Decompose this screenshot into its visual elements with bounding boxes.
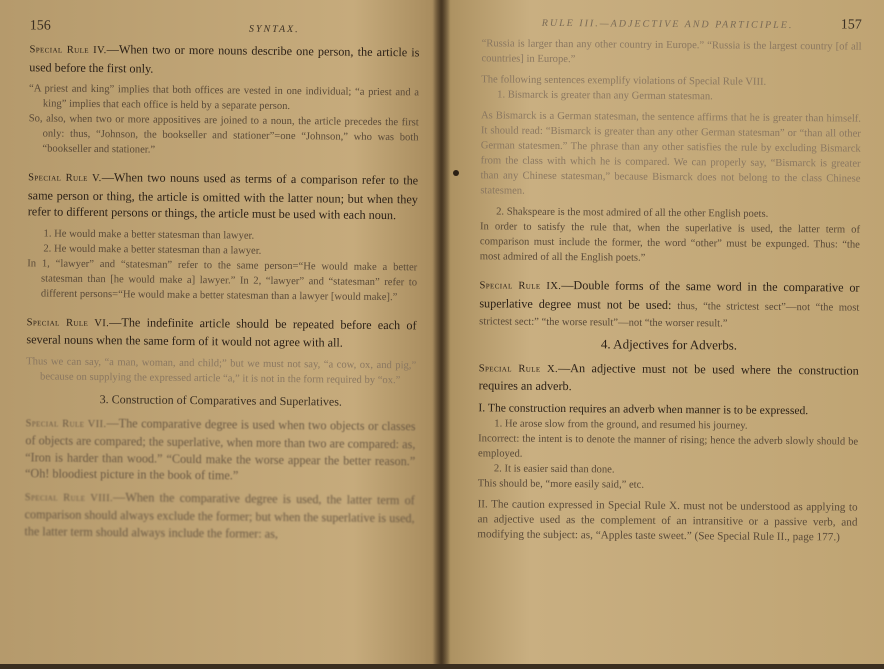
- section-3-heading: 3. Construction of Comparatives and Superlatives.: [99, 391, 343, 409]
- rule-9-tail: thus, “the strictest sect”—not “the most strictest sect:” “the worse result”—not “the worser result.”: [479, 300, 860, 329]
- rule-10-example-2: 2. It is easier said than done.: [493, 463, 615, 476]
- violation-example-2: 2. Shakspeare is the most admired of all the other English poets.: [496, 206, 769, 220]
- rule-10-example-1: 1. He arose slow from the ground, and resumed his journey.: [494, 418, 748, 432]
- rule-5: [28, 168, 419, 224]
- left-running-head: [30, 18, 420, 38]
- section-4-heading: 4. Adjectives for Adverbs.: [600, 335, 738, 353]
- rule-5-example-1: 1. He would make a better statesman than lawyer.: [43, 227, 255, 242]
- rule-4-text: —When two or more nouns describe one person, the article is used before the first only.: [29, 42, 420, 76]
- rule-6-text: —The indefinite article should be repeated before each of several nouns when the same form of it would not agree with all.: [26, 314, 417, 350]
- rule-5-label: Special Rule V.: [28, 172, 102, 185]
- rule-10-note-1: Incorrect: the intent is to denote the manner of rising; hence the adverb slowly should be employed.: [477, 433, 859, 460]
- right-page: [440, 0, 884, 668]
- rule-8: [24, 488, 415, 544]
- rule-8-label: Special Rule VIII.: [24, 491, 114, 504]
- rule-10-note-2: This should be, “more easily said,” etc.: [477, 478, 645, 491]
- left-page-number: 156: [29, 18, 51, 34]
- right-running-title: RULE III.—ADJECTIVE AND PARTICIPLE.: [541, 17, 794, 32]
- rule-9-label: Special Rule IX.: [479, 280, 562, 293]
- violation-note-1: As Bismarck is a German statesman, the sentence affirms that he is greater than himself. It should read: “Bismarck is greater than any other German statesman” or “than all other German statesmen.” The phrase than any other satisfies the rule by excluding Bismarck from the class with which he is compared. We can properly say, “Bismarck is greater than any Chinese statesman,” because Bismarck does not belong to the class Chinese statesmen.: [480, 110, 862, 197]
- rule-5-explanation: In 1, “lawyer” and “statesman” refer to the same person=“He would make a better statesman than [he would make a] lawyer.” In 2, “lawyer” and “statesman” refer to different persons=“He would make a better statesman than a lawyer [would make].”: [27, 257, 418, 303]
- rule-10-part-2: II. The caution expressed in Special Rule X. must not be understood as applying to an adjective used as the complement of an intransitive or a passive verb, and modifying the subject: as, “Apples taste sweet.” (See Special Rule II., page 177.): [477, 498, 858, 544]
- rule-7-text: —The comparative degree is used when two objects or classes of objects are compared; the superlative, when more than two are compared: as, “Iron is harder than wood.” “Could make the worse appear the better reason.” “Oh! bloodiest picture in the book of time.”: [24, 415, 416, 483]
- rule-8-examples: “Russia is larger than any other country in Europe.” “Russia is the largest country [of all countries] in Europe.”: [481, 38, 862, 66]
- rule-5-example-2: 2. He would make a better statesman than a lawyer.: [43, 242, 262, 257]
- violation-note-2: In order to satisfy the rule that, when the superlative is used, the latter term of comparison must include the former, the word “other” must be expunged. Thus: “the most admired of all the English poets.”: [479, 221, 861, 264]
- rule-9: [479, 276, 859, 332]
- rule-10-part-1: I. The construction requires an adverb when manner is to be expressed.: [478, 400, 809, 417]
- rule-6: [26, 313, 416, 352]
- rule-4-label: Special Rule IV.: [29, 44, 107, 57]
- rule-7: [25, 414, 416, 486]
- rule-6-example: Thus we can say, “a man, woman, and child;” but we must not say, “a cow, ox, and pig,” because on supplying the expressed article “a,” it is not in the form required by “ox.”: [26, 355, 417, 386]
- rule-10-text: —An adjective must not be used where the construction requires an adverb.: [478, 360, 859, 394]
- right-page-number: 157: [840, 17, 862, 33]
- right-running-head: [482, 14, 862, 33]
- left-page: [0, 0, 438, 669]
- rule-10-label: Special Rule X.: [478, 362, 559, 375]
- rule-4-example-1: “A priest and king” implies that both offices are vested in one individual; “a priest and a king” implies that each office is held by a separate person.: [29, 83, 420, 113]
- rule-6-label: Special Rule VI.: [26, 316, 110, 329]
- rule-9-text: —Double forms of the same word in the comparative or superlative degree must not be used:: [479, 278, 860, 312]
- rule-5-text: —When two nouns used as terms of a comparison refer to the same person or thing, the article is omitted with the latter noun; but when they refer to different persons or things, the article must be used with each noun.: [27, 170, 419, 223]
- violations-intro: The following sentences exemplify violations of Special Rule VIII.: [481, 74, 767, 88]
- violation-example-1: 1. Bismarck is greater than any German statesman.: [497, 89, 713, 103]
- rule-4-example-2: So, also, when two or more appositives are joined to a noun, the article precedes the first only: thus, “Johnson, the bookseller and stationer”=one “Johnson,” who was both “bookseller and stationer.”: [28, 113, 419, 156]
- rule-10: [479, 359, 859, 397]
- left-running-title: SYNTAX.: [248, 23, 300, 36]
- rule-7-label: Special Rule VII.: [25, 417, 107, 430]
- rule-4: [29, 40, 419, 79]
- rule-8-text: —When the comparative degree is used, the latter term of comparison should always exclude the former; but when the superlative is used, the latter term should always include the former: as,: [24, 489, 415, 541]
